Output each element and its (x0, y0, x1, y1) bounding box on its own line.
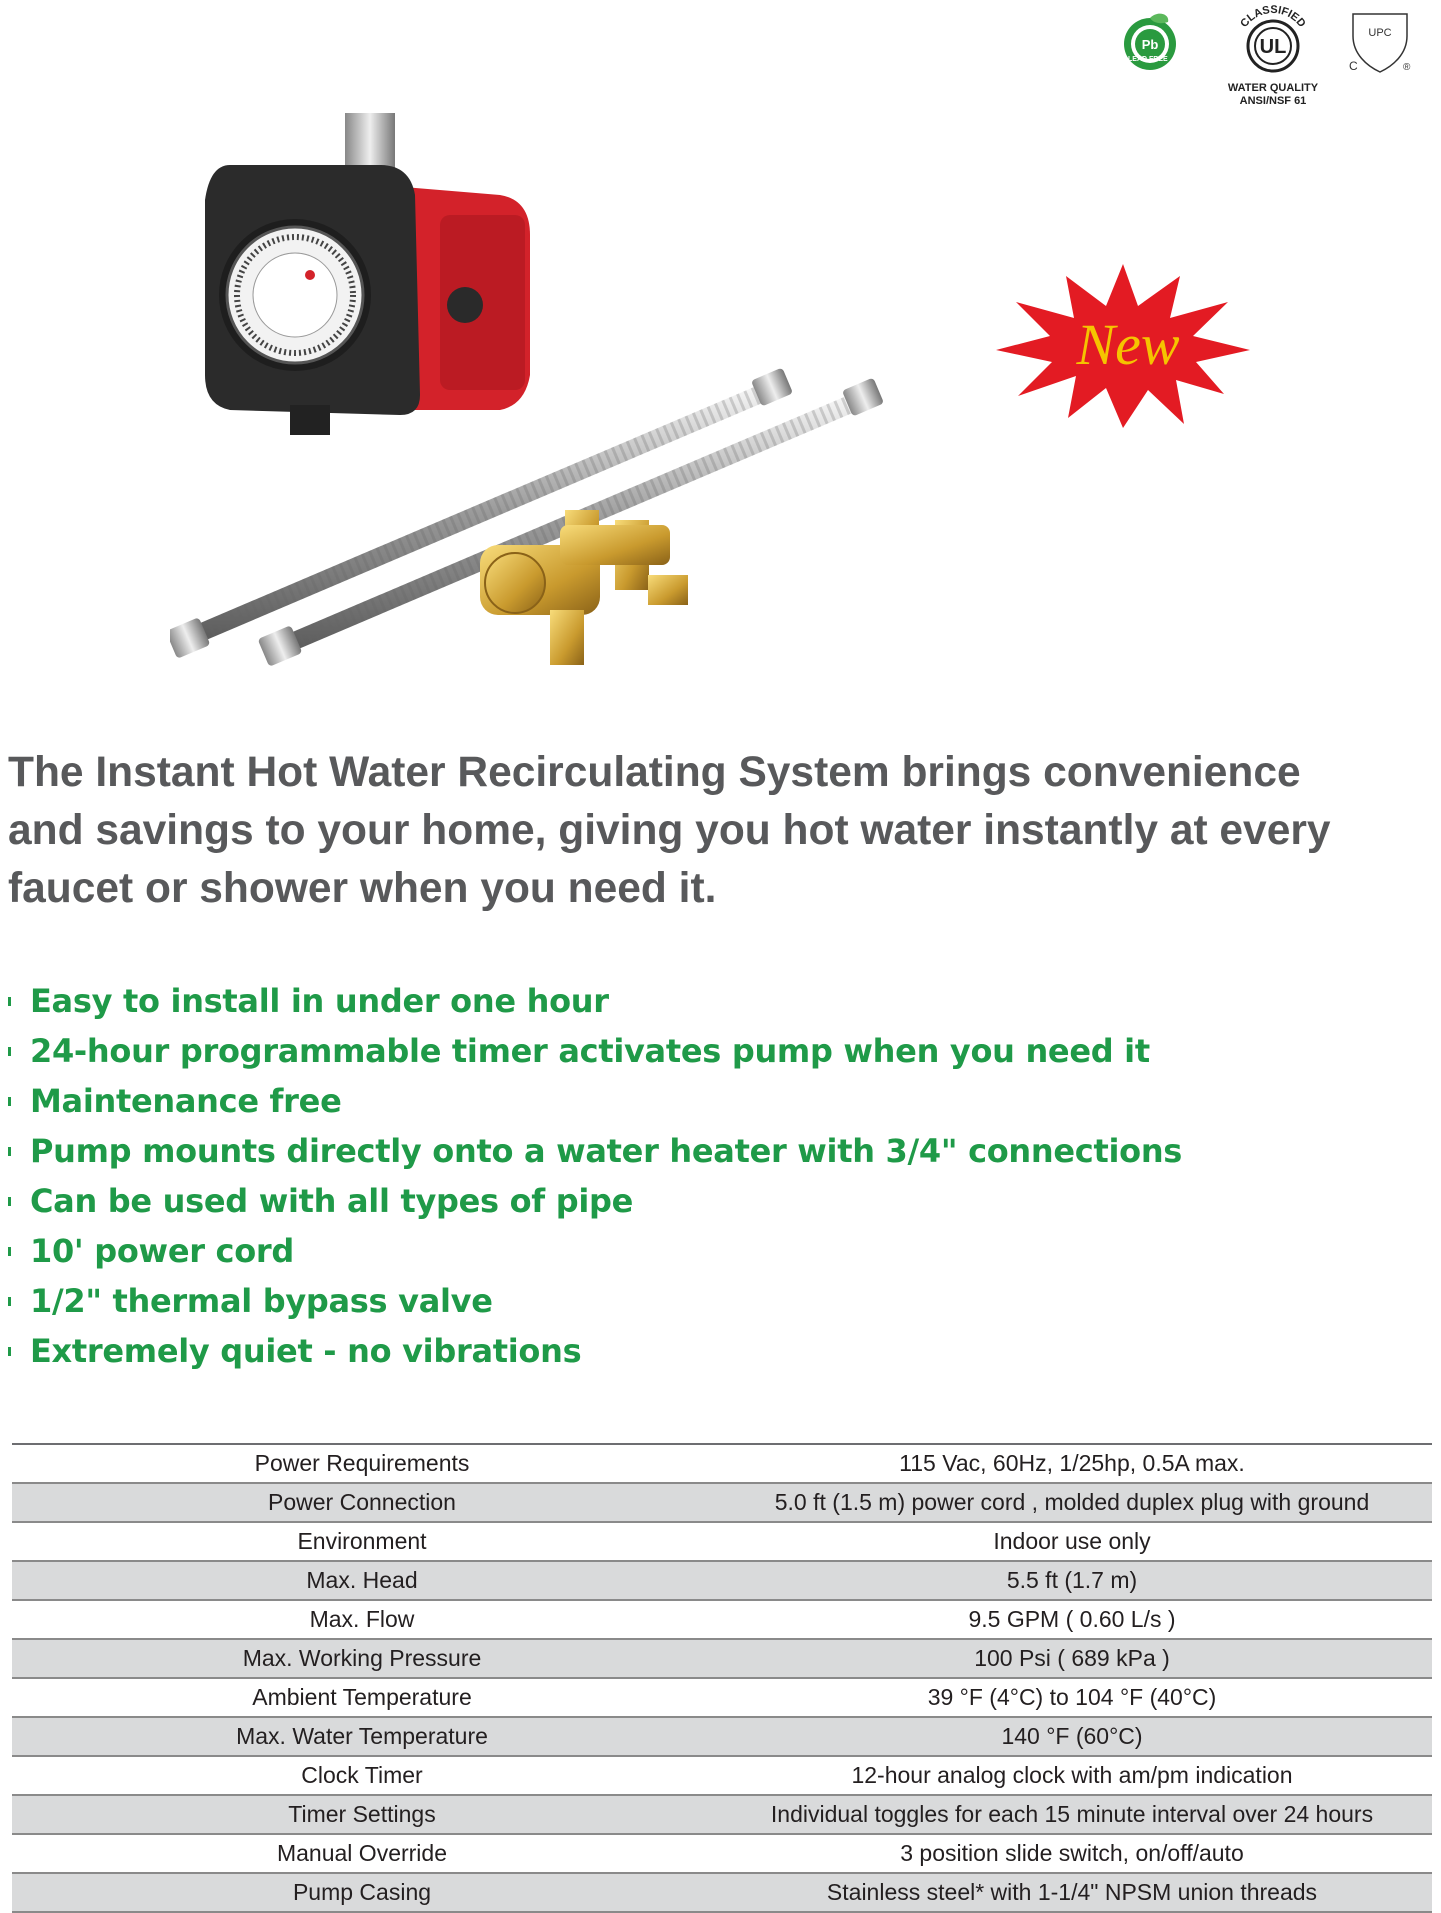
spec-label: Ambient Temperature (12, 1678, 712, 1717)
new-badge-text: New (1076, 312, 1180, 377)
ul-classified-logo (1218, 2, 1328, 106)
table-row (12, 1561, 1432, 1600)
feature-item (0, 1076, 1182, 1126)
bullet-icon (8, 1347, 11, 1356)
table-row (12, 1522, 1432, 1561)
feature-text: Extremely quiet - no vibrations (30, 1332, 582, 1370)
feature-item (0, 1126, 1182, 1176)
svg-text:Pb: Pb (1141, 37, 1159, 52)
spec-label: Power Requirements (12, 1444, 712, 1483)
lead-free-text: LEAD FREE (1128, 56, 1168, 63)
spec-label: Pump Casing (12, 1873, 712, 1912)
spec-table (12, 1443, 1432, 1913)
pump-timer-housing (205, 165, 420, 435)
feature-item (0, 1276, 1182, 1326)
brass-bypass-valve (480, 510, 688, 665)
table-row (12, 1873, 1432, 1912)
bullet-icon (8, 1097, 11, 1106)
svg-text:CLASSIFIED (1238, 4, 1308, 30)
upc-shield-icon (1345, 6, 1415, 76)
spec-label: Max. Flow (12, 1600, 712, 1639)
feature-text: Maintenance free (30, 1082, 342, 1120)
ul-arc-text: CLASSIFIED (1238, 3, 1308, 30)
spec-label: Max. Water Temperature (12, 1717, 712, 1756)
spec-value: 12-hour analog clock with am/pm indication (712, 1756, 1432, 1795)
feature-text: 1/2" thermal bypass valve (30, 1282, 493, 1320)
feature-text: Easy to install in under one hour (30, 982, 609, 1020)
bullet-icon (8, 997, 11, 1006)
product-image (170, 105, 910, 690)
spec-value: 140 °F (60°C) (712, 1717, 1432, 1756)
table-row (12, 1639, 1432, 1678)
svg-text:C: C (1349, 59, 1358, 73)
ul-classified-icon (1218, 2, 1328, 82)
svg-text:®: ® (1403, 62, 1411, 73)
spec-label: Clock Timer (12, 1756, 712, 1795)
new-badge (988, 258, 1258, 430)
spec-label: Environment (12, 1522, 712, 1561)
ul-line-2: ANSI/NSF 61 (1239, 95, 1307, 107)
feature-item (0, 1226, 1182, 1276)
headline: The Instant Hot Water Recirculating System brings convenience and savings to your home, giving you hot water instantly at every faucet or shower when you need it. (8, 749, 1331, 912)
svg-text:UL: UL (1259, 36, 1287, 58)
bullet-icon (8, 1297, 11, 1306)
feature-item (0, 1026, 1182, 1076)
spec-value: 100 Psi ( 689 kPa ) (712, 1639, 1432, 1678)
table-row (12, 1834, 1432, 1873)
spec-label: Max. Working Pressure (12, 1639, 712, 1678)
spec-value: 9.5 GPM ( 0.60 L/s ) (712, 1600, 1432, 1639)
spec-value: Indoor use only (712, 1522, 1432, 1561)
spec-label: Power Connection (12, 1483, 712, 1522)
feature-text: 24-hour programmable timer activates pump when you need it (30, 1032, 1150, 1070)
feature-item (0, 1176, 1182, 1226)
table-row (12, 1756, 1432, 1795)
ul-line-1: WATER QUALITY (1227, 82, 1319, 94)
spec-label: Manual Override (12, 1834, 712, 1873)
table-row (12, 1444, 1432, 1483)
upc-text: UPC (1368, 27, 1392, 39)
spec-value: Individual toggles for each 15 minute interval over 24 hours (712, 1795, 1432, 1834)
bullet-icon (8, 1197, 11, 1206)
spec-value: 3 position slide switch, on/off/auto (712, 1834, 1432, 1873)
table-row (12, 1678, 1432, 1717)
table-row (12, 1795, 1432, 1834)
feature-item (0, 1326, 1182, 1376)
feature-text: Pump mounts directly onto a water heater with 3/4" connections (30, 1132, 1183, 1170)
table-row (12, 1483, 1432, 1522)
feature-item (0, 976, 1182, 1026)
spec-label: Timer Settings (12, 1795, 712, 1834)
lead-free-logo (1120, 12, 1180, 72)
table-row (12, 1600, 1432, 1639)
bullet-icon (8, 1047, 11, 1056)
bullet-icon (8, 1147, 11, 1156)
spec-label: Max. Head (12, 1561, 712, 1600)
feature-list (0, 976, 1182, 1376)
feature-text: 10' power cord (30, 1232, 294, 1270)
feature-text: Can be used with all types of pipe (30, 1182, 634, 1220)
spec-value: 39 °F (4°C) to 104 °F (40°C) (712, 1678, 1432, 1717)
upc-logo (1345, 6, 1415, 76)
starburst-icon (988, 258, 1258, 430)
spec-value: 5.0 ft (1.5 m) power cord , molded duplex plug with ground (712, 1483, 1432, 1522)
spec-value: Stainless steel* with 1-1/4" NPSM union threads (712, 1873, 1432, 1912)
recirculating-pump-kit-icon (170, 105, 910, 690)
lead-free-leaf-icon (1120, 12, 1180, 72)
spec-value: 115 Vac, 60Hz, 1/25hp, 0.5A max. (712, 1444, 1432, 1483)
spec-value: 5.5 ft (1.7 m) (712, 1561, 1432, 1600)
bullet-icon (8, 1247, 11, 1256)
table-row (12, 1717, 1432, 1756)
braided-hose-1 (170, 367, 793, 658)
